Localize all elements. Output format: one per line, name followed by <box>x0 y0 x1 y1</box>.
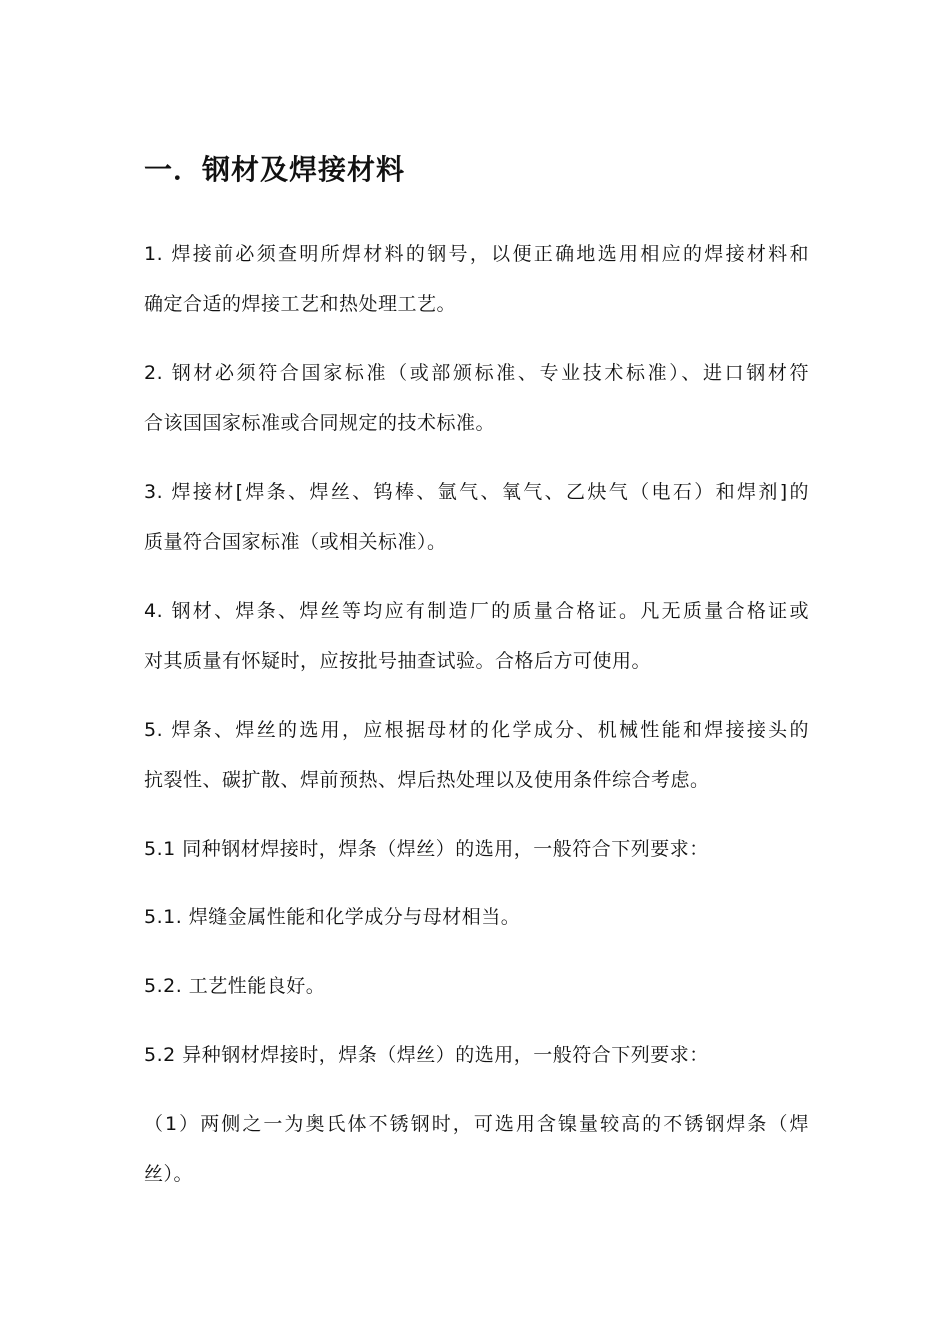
paragraph-line: （1）两侧之一为奥氏体不锈钢时，可选用含镍量较高的不锈钢焊条（焊 <box>144 1113 809 1135</box>
paragraph-line: 丝）。 <box>144 1163 194 1185</box>
paragraph-line: 5.2. 工艺性能良好。 <box>144 975 326 997</box>
paragraph-line: 质量符合国家标准（或相关标准）。 <box>144 531 447 553</box>
paragraph-1 <box>144 229 809 329</box>
paragraph-3 <box>144 467 809 567</box>
paragraph-line: 抗裂性、碳扩散、焊前预热、焊后热处理以及使用条件综合考虑。 <box>144 769 710 791</box>
paragraph-2 <box>144 348 809 448</box>
paragraph-line: 4. 钢材、焊条、焊丝等均应有制造厂的质量合格证。凡无质量合格证或 <box>144 600 809 622</box>
paragraph-line: 5.2 异种钢材焊接时，焊条（焊丝）的选用，一般符合下列要求： <box>144 1044 709 1066</box>
paragraph-line: 3. 焊接材[焊条、焊丝、钨棒、氩气、氧气、乙炔气（电石）和焊剂]的 <box>144 481 809 503</box>
paragraph-5-2-item <box>144 961 809 1011</box>
paragraph-4 <box>144 586 809 686</box>
paragraph-5 <box>144 705 809 805</box>
paragraph-5-2 <box>144 1030 809 1080</box>
paragraph-line: 5.1. 焊缝金属性能和化学成分与母材相当。 <box>144 906 521 928</box>
section-heading: 一．钢材及焊接材料 <box>144 153 406 186</box>
paragraph-line: 确定合适的焊接工艺和热处理工艺。 <box>144 293 457 315</box>
paragraph-line: 1. 焊接前必须查明所焊材料的钢号，以便正确地选用相应的焊接材料和 <box>144 243 809 265</box>
paragraph-line: 合该国国家标准或合同规定的技术标准。 <box>144 412 496 434</box>
paragraph-line: 5.1 同种钢材焊接时，焊条（焊丝）的选用，一般符合下列要求： <box>144 838 709 860</box>
paragraph-line: 对其质量有怀疑时，应按批号抽查试验。合格后方可使用。 <box>144 650 652 672</box>
paragraph-line: 2. 钢材必须符合国家标准（或部颁标准、专业技术标准）、进口钢材符 <box>144 362 809 384</box>
paragraph-5-1-item <box>144 892 809 942</box>
paragraph-5-1 <box>144 824 809 874</box>
paragraph-5-2-1 <box>144 1099 809 1199</box>
paragraph-line: 5. 焊条、焊丝的选用，应根据母材的化学成分、机械性能和焊接接头的 <box>144 719 809 741</box>
